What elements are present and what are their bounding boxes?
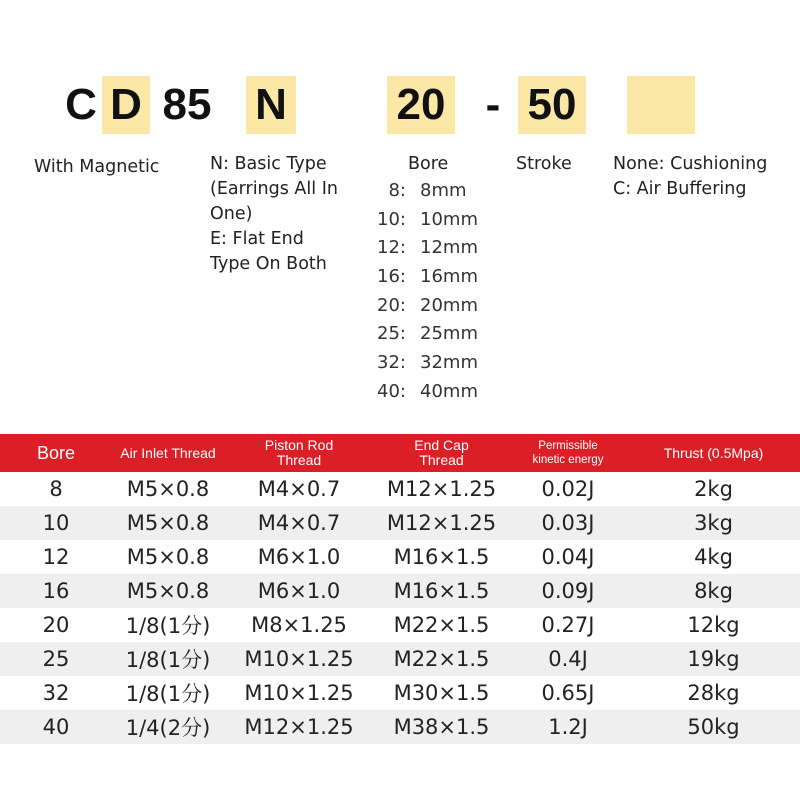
cell-piston-rod: M12×1.25 [244, 715, 354, 739]
type-description [210, 152, 338, 277]
header-air-inlet-thread: Air Inlet Thread [120, 444, 216, 461]
cell-kinetic-energy: 1.2J [548, 715, 588, 739]
table-row [0, 608, 800, 642]
bore-option [368, 295, 498, 324]
cell-thrust: 4kg [694, 545, 733, 569]
type-line: Type On Both [210, 254, 327, 274]
type-line: One) [210, 204, 253, 224]
bore-option [368, 352, 498, 381]
model-code-cushion-highlight [627, 76, 695, 134]
header-bore: Bore [36, 442, 76, 463]
cell-kinetic-energy: 0.09J [541, 579, 595, 603]
bore-option [368, 323, 498, 352]
cushion-line: C: Air Buffering [613, 179, 747, 199]
cell-bore: 25 [42, 647, 70, 671]
bore-option [368, 237, 498, 266]
spec-table [0, 434, 800, 744]
cell-piston-rod: M6×1.0 [257, 545, 341, 569]
cell-piston-rod: M4×0.7 [257, 511, 341, 535]
bore-option [368, 180, 498, 209]
bore-option-value: 20mm [420, 294, 478, 316]
stroke-label: Stroke [516, 154, 572, 174]
header-end-cap-thread: End Cap Thread [414, 437, 469, 468]
cell-end-cap: M12×1.25 [386, 511, 497, 535]
magnetic-label: With Magnetic [34, 157, 160, 177]
table-header-row [0, 434, 800, 472]
cushion-line: None: Cushioning [613, 154, 768, 174]
bore-option-key: 40: [377, 380, 406, 402]
bore-title: Bore [408, 154, 449, 174]
bore-option-key: 20: [377, 294, 406, 316]
bore-option-key: 8: [388, 180, 406, 201]
cell-bore: 16 [42, 579, 70, 603]
cell-kinetic-energy: 0.27J [541, 613, 595, 637]
cell-thrust: 28kg [687, 681, 740, 705]
bore-option [368, 266, 498, 295]
bore-option-key: 16: [377, 266, 406, 288]
bore-option-key: 12: [377, 237, 406, 259]
cell-air-inlet: 1/8(1分) [125, 682, 211, 706]
cell-bore: 10 [42, 511, 70, 535]
table-row [0, 710, 800, 744]
type-line: (Earrings All In [210, 179, 338, 199]
table-row [0, 472, 800, 506]
cell-thrust: 8kg [694, 579, 733, 603]
model-code-dash: - [485, 80, 501, 129]
cell-piston-rod: M10×1.25 [244, 681, 354, 705]
model-code-stroke-highlight: 50 [518, 76, 586, 134]
cell-thrust: 3kg [694, 511, 733, 535]
bore-option-value: 10mm [420, 208, 478, 230]
bore-option-value: 8mm [420, 180, 467, 201]
bore-option-value: 32mm [420, 352, 478, 374]
cell-kinetic-energy: 0.04J [541, 545, 595, 569]
cell-kinetic-energy: 0.03J [541, 511, 595, 535]
header-piston-rod-thread: Piston Rod Thread [264, 437, 334, 468]
cell-piston-rod: M6×1.0 [257, 579, 341, 603]
cell-kinetic-energy: 0.02J [541, 477, 595, 501]
cell-thrust: 19kg [687, 647, 740, 671]
cell-kinetic-energy: 0.65J [541, 681, 595, 705]
bore-option-value: 12mm [420, 237, 478, 259]
cell-bore: 20 [42, 613, 70, 637]
cell-end-cap: M16×1.5 [393, 579, 490, 603]
bore-option [368, 381, 498, 410]
cell-air-inlet: M5×0.8 [126, 511, 210, 535]
bore-option-value: 25mm [420, 323, 478, 345]
model-code-bore-highlight: 20 [387, 76, 455, 134]
cell-air-inlet: M5×0.8 [126, 477, 210, 501]
bore-option-key: 25: [377, 323, 406, 345]
cell-kinetic-energy: 0.4J [548, 647, 588, 671]
bore-option [368, 209, 498, 238]
model-code-c: C [65, 80, 97, 129]
cell-air-inlet: M5×0.8 [126, 579, 210, 603]
type-line: N: Basic Type [210, 154, 327, 174]
bore-option-value: 40mm [420, 380, 478, 402]
cell-bore: 12 [42, 545, 70, 569]
cell-air-inlet: 1/4(2分) [125, 716, 211, 740]
cell-thrust: 50kg [687, 715, 740, 739]
bore-option-key: 32: [377, 352, 406, 374]
cell-thrust: 12kg [687, 613, 740, 637]
table-row [0, 540, 800, 574]
model-code-n-highlight: N [246, 76, 296, 134]
header-thrust: Thrust (0.5Mpa) [663, 444, 764, 461]
cell-end-cap: M30×1.5 [393, 681, 490, 705]
cell-bore: 40 [42, 715, 70, 739]
cell-piston-rod: M8×1.25 [251, 613, 347, 637]
cell-piston-rod: M4×0.7 [257, 477, 341, 501]
bore-option-key: 10: [377, 208, 406, 230]
type-line: E: Flat End [210, 229, 304, 249]
header-kinetic-energy: Permissible kinetic energy [532, 440, 604, 466]
cell-end-cap: M22×1.5 [393, 647, 490, 671]
cell-end-cap: M16×1.5 [393, 545, 490, 569]
cell-end-cap: M38×1.5 [393, 715, 490, 739]
bore-options-list [368, 180, 498, 410]
cushion-description [613, 152, 767, 202]
cell-end-cap: M22×1.5 [393, 613, 490, 637]
table-row [0, 574, 800, 608]
bore-option-value: 16mm [420, 266, 478, 288]
cell-end-cap: M12×1.25 [386, 477, 497, 501]
table-row [0, 642, 800, 676]
cell-air-inlet: 1/8(1分) [125, 648, 211, 672]
cell-bore: 8 [49, 477, 63, 501]
model-code-d-highlight: D [102, 76, 150, 134]
cell-thrust: 2kg [694, 477, 733, 501]
cell-air-inlet: M5×0.8 [126, 545, 210, 569]
table-row [0, 676, 800, 710]
model-code-85: 85 [162, 80, 212, 129]
cell-bore: 32 [42, 681, 70, 705]
cell-piston-rod: M10×1.25 [244, 647, 354, 671]
cell-air-inlet: 1/8(1分) [125, 614, 211, 638]
table-row [0, 506, 800, 540]
